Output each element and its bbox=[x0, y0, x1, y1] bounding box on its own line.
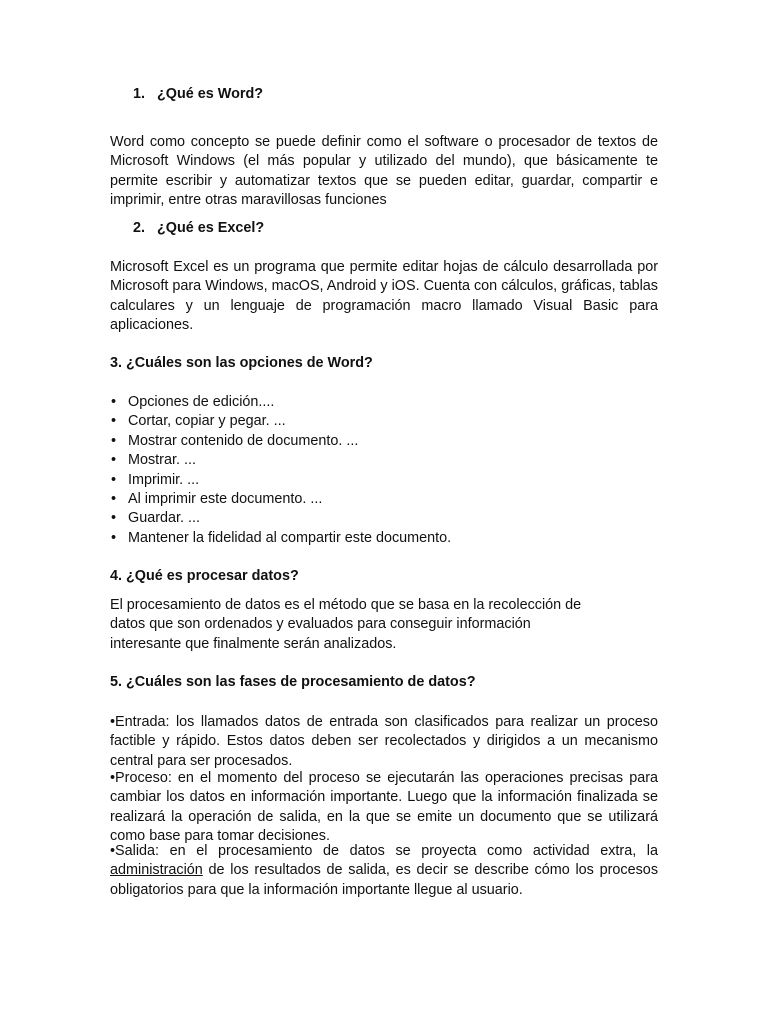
q2-heading bbox=[133, 219, 264, 238]
q2-number: 2. bbox=[133, 220, 146, 236]
list-item: • Opciones de edición.... bbox=[110, 393, 658, 412]
q4-line: datos que son ordenados y evaluados para conseguir información bbox=[110, 616, 531, 633]
q5-phase-salida bbox=[110, 842, 658, 900]
list-item: • Imprimir. ... bbox=[110, 471, 658, 490]
q4-line: interesante que finalmente serán analizados. bbox=[110, 635, 397, 652]
q5-phase-proceso bbox=[110, 769, 658, 847]
administracion-link[interactable]: administración bbox=[110, 862, 203, 879]
list-item: • Al imprimir este documento. ... bbox=[110, 490, 658, 509]
q5-heading: 5. ¿Cuáles son las fases de procesamiento de datos? bbox=[110, 674, 476, 690]
q3-options-list bbox=[110, 393, 658, 548]
q5-salida-text-before: Salida: en el procesamiento de datos se proyecta como actividad extra, la bbox=[115, 843, 658, 859]
q4-heading: 4. ¿Qué es procesar datos? bbox=[110, 568, 299, 584]
q5-entrada-text: Entrada: los llamados datos de entrada son clasificados para realizar un proceso factible y rápido. Estos datos deben ser recolectados y dirigidos a un mecanismo central para ser procesados. bbox=[110, 714, 658, 769]
q2-body: Microsoft Excel es un programa que permite editar hojas de cálculo desarrollada por Microsoft para Windows, macOS, Android y iOS. Cuenta con cálculos, gráficas, tablas calculares y un lenguaje de programación macro llamado Visual Basic para aplicaciones. bbox=[110, 259, 658, 334]
q2-title: ¿Qué es Excel? bbox=[157, 220, 265, 236]
q1-heading bbox=[133, 85, 263, 104]
q4-body bbox=[110, 596, 658, 654]
q5-salida-text-after: de los resultados de salida, es decir se describe cómo los procesos obligatorios para que la información importante llegue al usuario. bbox=[110, 862, 659, 898]
list-item: • Mostrar contenido de documento. ... bbox=[110, 432, 658, 451]
q1-title: ¿Qué es Word? bbox=[157, 86, 264, 102]
list-item: • Mostrar. ... bbox=[110, 451, 658, 470]
list-item: • Mantener la fidelidad al compartir este documento. bbox=[110, 529, 658, 548]
q1-body: Word como concepto se puede definir como el software o procesador de textos de Microsoft Windows (el más popular y utilizado del mundo), que básicamente te permite escribir y automatizar textos que se pueden editar, guardar, compartir e imprimir, entre otras maravillosas funciones bbox=[110, 134, 658, 209]
q3-heading: 3. ¿Cuáles son las opciones de Word? bbox=[110, 355, 373, 371]
list-item: • Cortar, copiar y pegar. ... bbox=[110, 412, 658, 431]
list-item: • Guardar. ... bbox=[110, 509, 658, 528]
q1-number: 1. bbox=[133, 86, 146, 102]
q5-phase-entrada bbox=[110, 713, 658, 771]
q4-line: El procesamiento de datos es el método que se basa en la recolección de bbox=[110, 597, 582, 613]
q5-proceso-text: Proceso: en el momento del proceso se ejecutarán las operaciones precisas para cambiar los datos en información importante. Luego que la información finalizada se realizará la operación de salida, en la que se emite un documento que se utilizará como base para tomar decisiones. bbox=[110, 770, 658, 845]
